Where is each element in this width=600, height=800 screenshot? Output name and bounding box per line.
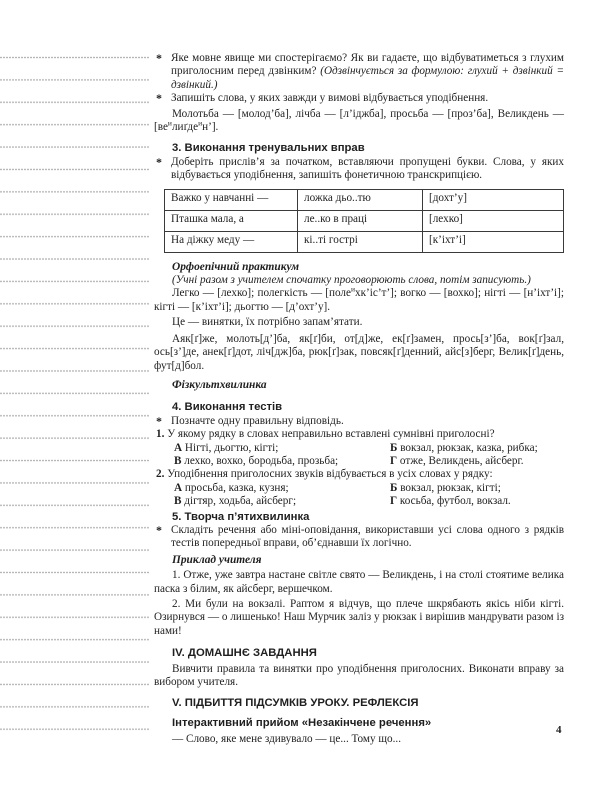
subheading-phys-minute: Фізкультхвилинка [172,378,267,391]
list-item-test-instruction [154,415,564,428]
option-text: дігтяр, ходьба, айсберг; [184,495,297,508]
lesson-content [154,52,564,747]
option-v [174,495,390,508]
homework-text: Вивчити правила та винятки про уподібнення приголосних. Виконати вправу за вибором учителя. [154,662,564,689]
page-number: 4 [556,724,562,736]
table-cell-transcription: [дохт’у] [423,189,564,210]
creative-task-text: Складіть речення або міні-оповідання, використавши усі слова одного з рядків тестів попередньої вправи, об’єднавши їх логічно. [171,523,564,550]
option-letter: Б [390,441,398,454]
option-text: Нігті, дьогтю, кігті; [184,441,279,454]
task-text: Запишіть слова, у яких завжди у вимові відбувається уподібнення. [171,92,489,105]
notes-margin-dotted-lines [0,56,150,738]
option-text: вокзал, рюкзак, казка, рибка; [400,441,538,454]
option-letter: А [174,441,183,454]
table-cell-proverb-start: Пташка мала, а [165,210,298,231]
option-text: вокзал, рюкзак, кігті; [400,481,501,494]
unfinished-sentence: — Слово, яке мене здивувало — це... Тому що... [172,733,402,746]
question-number: 2. [156,468,165,481]
table-cell-proverb-start: На діжку меду — [165,231,298,252]
section-heading-training-exercises: 3. Виконання тренувальних вправ [172,142,365,155]
question-text: У якому рядку в словах неправильно вставлені сумнівні приголосні? [167,428,495,441]
option-b [390,482,564,495]
option-a [174,442,390,455]
example-sentence-2: 2. Ми були на вокзалі. Раптом я відчув, що плече шкрябають якісь ніби кігті. Озирнувся — о лишенько! Наш Мурчик заліз у рюкзак і вирішив мандрувати разом із нами! [154,598,564,637]
interactive-method-heading: Інтерактивний прийом «Незакінчене речення» [172,716,432,729]
option-letter: В [174,454,182,467]
bullet-icon: * [156,51,162,65]
list-item-task [154,92,564,105]
table-cell-proverb-start: Важко у навчанні — [165,189,298,210]
table-row [165,189,564,210]
exceptions-note: Це — винятки, їх потрібно запам’ятати. [172,316,363,329]
proverb-table [164,189,564,253]
section-heading-homework: IV. ДОМАШНЄ ЗАВДАННЯ [172,647,317,660]
bullet-icon: * [156,91,162,106]
option-letter: А [174,481,183,494]
option-letter: Б [390,481,398,494]
option-letter: Г [390,454,398,467]
option-text: лехко, вохко, бородьба, прозьба; [184,454,339,467]
proverb-task-text: Доберіть прислів’я за початком, вставляючи пропущені букви. Слова, у яких відбувається уподібнення, запишіть фонетичною транскрипцією. [171,155,564,182]
section-heading-tests: 4. Виконання тестів [172,401,283,414]
subheading-orthoepy-practicum: Орфоепічний практикум [172,260,300,273]
bullet-icon: * [156,413,162,428]
option-letter: Г [390,495,398,508]
section-heading-creative: 5. Творча п’ятихвилинка [172,510,310,523]
assimilation-word-list: Аяк[ґ]же, молоть[д’]ба, як[ґ]би, от[д]же, ек[ґ]замен, прось[з’]ба, вок[ґ]зал, ось[з’]де, анек[ґ]дот, ліч[дж]ба, рюк[ґ]зак, повсяк[ґ]денний, айс[з]берг, Велик[ґ]день, фут[д]бол. [154,332,564,372]
answer-options-q2 [174,482,564,509]
table-cell-proverb-end: кі..ті гострі [298,231,423,252]
option-letter: В [174,495,182,508]
test-question-1 [156,428,564,441]
question-text: Яке мовне явище ми спостерігаємо? Як ви гадаєте, що відбуватиметься з глухим приголосним перед дзвінким? [171,52,564,78]
teacher-note-text: (Учні разом з учителем спочатку проговорюють слова, потім записують.) [172,274,531,287]
option-text: отже, Великдень, айсберг. [399,454,524,467]
table-cell-transcription: [к’іхт’і] [423,231,564,252]
table-row [165,210,564,231]
option-g [390,495,564,508]
answer-options-q1 [174,442,564,469]
list-item-question [154,52,564,92]
list-item-creative-task [154,524,564,551]
bullet-icon: * [156,154,162,169]
teacher-note-italic [154,274,564,287]
test-instruction-text: Позначте одну правильну відповідь. [171,414,344,427]
table-cell-proverb-end: ложка дьо..тю [298,189,423,210]
subheading-teacher-example: Приклад учителя [172,553,262,566]
option-text: косьба, футбол, вокзал. [399,495,511,508]
test-question-2 [156,468,564,481]
option-a [174,482,390,495]
example-sentence-1: 1. Отже, уже завтра настане світле свято — Великдень, і на столі стоятиме велика паска з білим, як айсберг, вершечком. [154,569,564,595]
question-text: Уподібнення приголосних звуків відбувається в усіх словах у рядку: [167,468,493,481]
bullet-text [171,52,564,91]
list-item-proverb-task [154,156,564,183]
option-b [390,442,564,455]
section-heading-summary: V. ПІДБИТТЯ ПІДСУМКІВ УРОКУ. РЕФЛЕКСІЯ [172,697,419,710]
pronunciation-list: Легко — [лехко]; полегкість — [поле$^и$хк’іс’т’]; вогко — [вохко]; нігті — [н’іхт’і]; кігті — [к’іхт’і]; дьогтю — [д’охт’у]. [154,284,564,313]
table-cell-transcription: [лехко] [423,210,564,231]
bullet-icon: * [156,522,162,537]
question-number: 1. [156,428,165,441]
table-row [165,231,564,252]
option-v [174,455,390,468]
table-cell-proverb-end: ле..ко в праці [298,210,423,231]
option-text: просьба, казка, кузня; [184,481,289,494]
transcription-examples: Молотьба — [молод’ба], лічба — [л’іджба], просьба — [проз’ба], Великдень — $[ве^илиґде^ин’]$. [154,107,564,134]
answer-formula-italic: (Одзвінчується за формулою: глухий + дзвінкий = дзвінкий.) [171,65,564,91]
option-g [390,455,564,468]
